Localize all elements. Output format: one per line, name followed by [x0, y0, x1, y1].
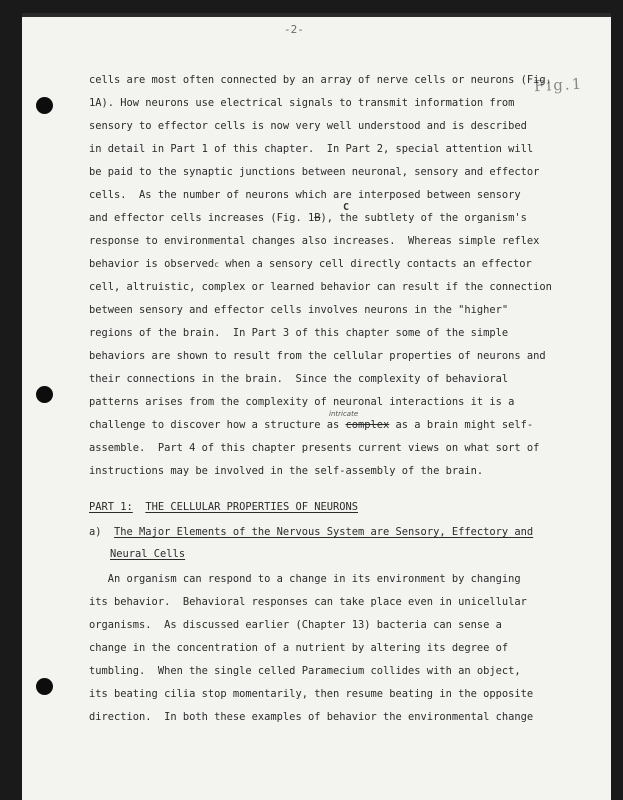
handwritten-margin-note: Fig.1: [533, 74, 584, 96]
text-line: cells are most often connected by an array of nerve cells or neurons (Fig.: [89, 74, 552, 86]
part-heading: [89, 501, 358, 513]
text-line: cell, altruistic, complex or learned behavior can result if the connection: [89, 281, 552, 293]
part-label: PART 1:: [89, 501, 133, 513]
document-page: [22, 13, 611, 800]
text-line: cells. As the number of neurons which are interposed between sensory: [89, 189, 521, 201]
text-run: when a sensory cell directly contacts an effector: [218, 258, 532, 270]
text-line: behaviors are shown to result from the cellular properties of neurons and: [89, 350, 546, 362]
text-line: An organism can respond to a change in its environment by changing: [89, 573, 521, 585]
text-run: behavior is observed: [89, 258, 215, 270]
text-line: their connections in the brain. Since the complexity of behavioral: [89, 373, 509, 385]
text-run: challenge to discover how a structure as: [89, 419, 346, 431]
punch-hole-icon: [36, 386, 53, 403]
top-edge-rule: [22, 13, 611, 17]
text-line: 1A). How neurons use electrical signals to transmit information from: [89, 97, 515, 109]
part-title: THE CELLULAR PROPERTIES OF NEURONS: [145, 501, 359, 513]
text-line: tumbling. When the single celled Paramecium collides with an object,: [89, 665, 521, 677]
punch-hole-icon: [36, 678, 53, 695]
text-line: organisms. As discussed earlier (Chapter 13) bacteria can sense a: [89, 619, 502, 631]
section-heading-continued: [110, 548, 185, 560]
text-line: [89, 258, 532, 270]
text-run: and effector cells increases (Fig. 1: [89, 212, 315, 224]
text-line: patterns arises from the complexity of neuronal interactions it is a: [89, 396, 515, 408]
section-title: The Major Elements of the Nervous System are Sensory, Effectory and: [114, 526, 534, 538]
text-line: regions of the brain. In Part 3 of this chapter some of the simple: [89, 327, 509, 339]
text-line: sensory to effector cells is now very well understood and is described: [89, 120, 527, 132]
text-line: its behavior. Behavioral responses can take place even in unicellular: [89, 596, 527, 608]
struck-text: complex: [345, 419, 390, 431]
punch-hole-icon: [36, 97, 53, 114]
text-line: its beating cilia stop momentarily, then resume beating in the opposite: [89, 688, 534, 700]
text-line: be paid to the synaptic junctions between neuronal, sensory and effector: [89, 166, 540, 178]
page-number: -2-: [284, 23, 304, 36]
section-heading: [89, 526, 533, 538]
text-line: [89, 212, 527, 224]
text-line: change in the concentration of a nutrient by altering its degree of: [89, 642, 509, 654]
struck-text: B: [314, 212, 321, 224]
text-line: response to environmental changes also increases. Whereas simple reflex: [89, 235, 540, 247]
section-marker: a): [89, 526, 102, 538]
caret-mark: c: [214, 260, 219, 269]
section-title: Neural Cells: [110, 548, 186, 560]
text-line: direction. In both these examples of behavior the environmental change: [89, 711, 534, 723]
text-line: in detail in Part 1 of this chapter. In Part 2, special attention will: [89, 143, 534, 155]
text-run: ), the subtlety of the organism's: [320, 212, 527, 224]
text-line: instructions may be involved in the self-assembly of the brain.: [89, 465, 484, 477]
text-line: between sensory and effector cells involves neurons in the "higher": [89, 304, 509, 316]
text-line: assemble. Part 4 of this chapter presents current views on what sort of: [89, 442, 540, 454]
text-line: [89, 419, 533, 431]
text-run: as a brain might self-: [389, 419, 534, 431]
handwritten-insert: intricate: [329, 410, 359, 418]
handwritten-insert: C: [343, 202, 350, 213]
